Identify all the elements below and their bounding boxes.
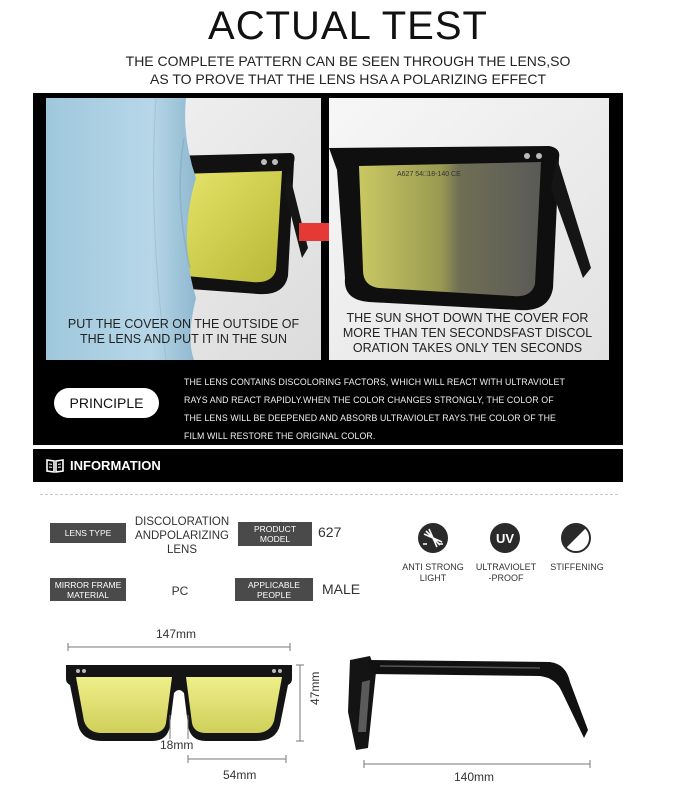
page-title: ACTUAL TEST bbox=[208, 4, 488, 48]
lens-type-value-line-1: DISCOLORATION bbox=[134, 516, 230, 528]
half-circle-icon bbox=[560, 522, 592, 554]
divider bbox=[40, 494, 618, 495]
uv-icon bbox=[489, 522, 521, 554]
temple-length-label: 140mm bbox=[454, 770, 495, 784]
feature-2-line-1: ULTRAVIOLET bbox=[475, 562, 537, 572]
product-model-tag-line-1: PRODUCT bbox=[253, 524, 297, 534]
before-caption-line-1: PUT THE COVER ON THE OUTSIDE OF bbox=[67, 317, 300, 331]
lens-type-value-line-2: ANDPOLARIZING bbox=[135, 530, 229, 542]
lens-type-tag bbox=[50, 523, 126, 543]
lens-type-value-line-3: LENS bbox=[166, 544, 198, 556]
frame-material-tag-line-1: MIRROR FRAME bbox=[54, 579, 122, 590]
feature-2-line-2: -PROOF bbox=[488, 573, 524, 583]
bridge-label: 18mm bbox=[160, 738, 194, 752]
feature-1-line-2: LIGHT bbox=[419, 573, 447, 583]
after-caption-line-3: ORATION TAKES ONLY TEN SECONDS bbox=[352, 341, 583, 355]
frame-material-value: PC bbox=[171, 584, 189, 598]
feature-stiffening bbox=[542, 562, 612, 573]
lens-height-label: 47mm bbox=[308, 671, 322, 705]
principle-line-2: RAYS AND REACT RAPIDLY.WHEN THE COLOR CHANGES STRONGLY, THE COLOR OF bbox=[184, 395, 554, 405]
feature-1-line-1: ANTI STRONG bbox=[402, 562, 464, 572]
lens-type-tag-label: LENS TYPE bbox=[64, 528, 112, 538]
front-view-drawing bbox=[64, 643, 304, 773]
applicable-people-value: MALE bbox=[322, 581, 361, 597]
principle-button[interactable]: PRINCIPLE bbox=[54, 388, 159, 418]
product-model-tag-line-2: MODEL bbox=[259, 534, 291, 544]
feature-anti-strong-light bbox=[398, 562, 468, 584]
after-caption bbox=[330, 311, 605, 356]
after-caption-line-2: MORE THAN TEN SECONDSFAST DISCOL bbox=[342, 326, 593, 340]
information-label: INFORMATION bbox=[70, 458, 161, 473]
feature-3-line-1: STIFFENING bbox=[550, 562, 604, 572]
frame-material-tag-line-2: MATERIAL bbox=[67, 589, 109, 600]
principle-line-1: THE LENS CONTAINS DISCOLORING FACTORS, WHICH WILL REACT WITH ULTRAVIOLET bbox=[184, 377, 565, 387]
applicable-people-tag-line-2: PEOPLE bbox=[256, 589, 292, 600]
before-caption bbox=[46, 317, 321, 347]
applicable-people-tag bbox=[235, 578, 313, 601]
principle-text bbox=[184, 373, 604, 445]
principle-line-3: THE LENS WILL BE DEEPENED AND ABSORB ULTRAVIOLET RAYS.THE COLOR OF THE bbox=[184, 413, 556, 423]
book-icon bbox=[46, 459, 64, 473]
applicable-people-tag-line-1: APPLICABLE bbox=[248, 579, 300, 590]
subtitle-line-1: THE COMPLETE PATTERN CAN BE SEEN THROUGH THE LENS,SO bbox=[125, 53, 571, 69]
before-caption-line-2: THE LENS AND PUT IT IN THE SUN bbox=[80, 332, 287, 346]
principle-line-4: FILM WILL RESTORE THE ORIGINAL COLOR. bbox=[184, 431, 376, 441]
side-view-drawing bbox=[340, 652, 600, 770]
feature-ultraviolet-proof bbox=[470, 562, 542, 584]
glasses-icon bbox=[417, 522, 449, 554]
subtitle-line-2: AS TO PROVE THAT THE LENS HSA A POLARIZING EFFECT bbox=[150, 71, 546, 87]
lens-width-label: 54mm bbox=[223, 768, 257, 782]
svg-text:UV: UV bbox=[495, 531, 515, 546]
product-model-value: 627 bbox=[318, 524, 342, 540]
frame-material-tag bbox=[50, 578, 126, 601]
lens-print-text: A627 54□18-140 CE bbox=[397, 171, 461, 178]
page-subtitle bbox=[60, 52, 636, 88]
total-width-label: 147mm bbox=[156, 627, 197, 641]
product-model-tag bbox=[238, 522, 312, 546]
after-caption-line-1: THE SUN SHOT DOWN THE COVER FOR bbox=[346, 311, 589, 325]
lens-type-value bbox=[126, 515, 238, 557]
